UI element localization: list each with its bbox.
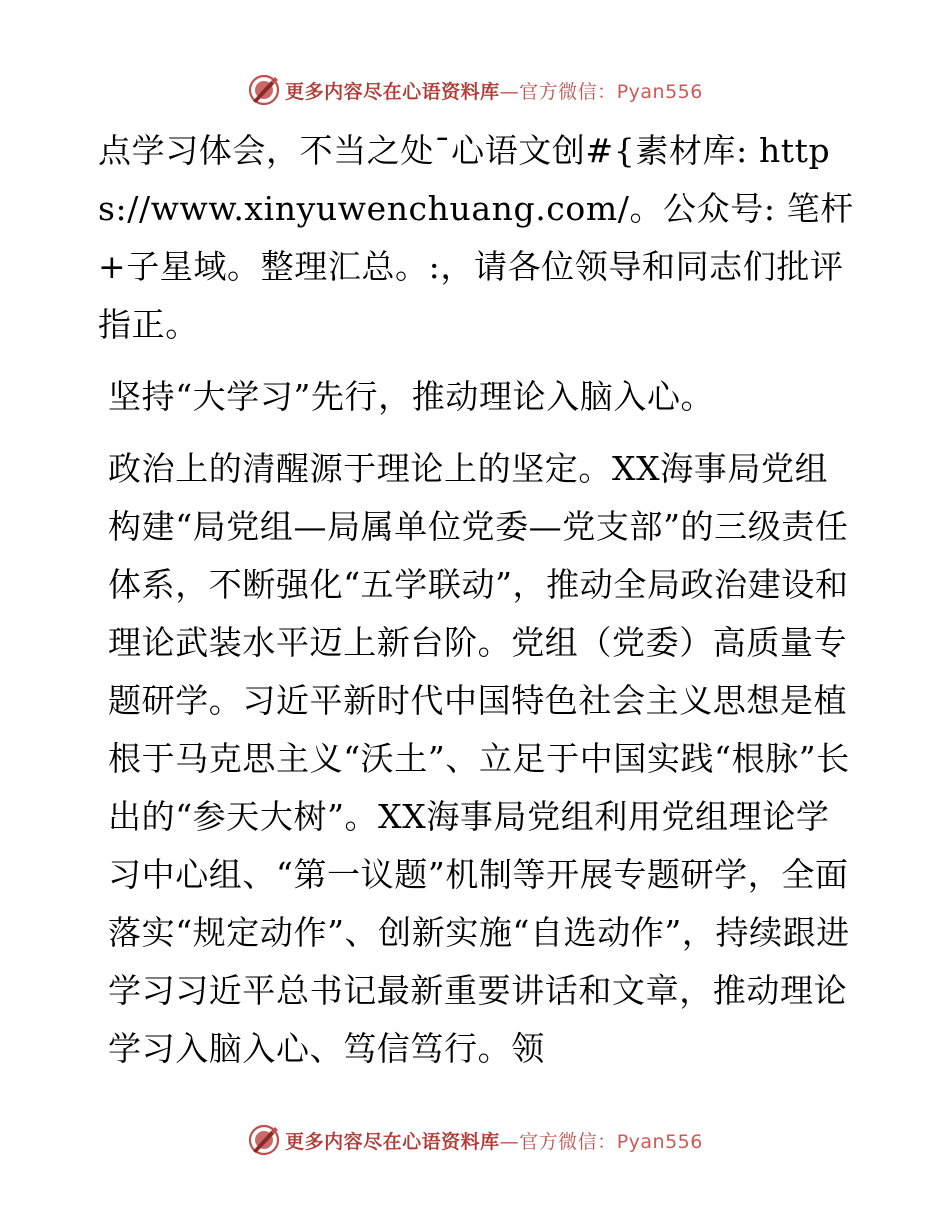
paragraph-intro: 点学习体会，不当之处¯心语文创#{素材库: https://www.xinyuwenchuang.com/。公众号: 笔杆+子星域。整理汇总。:，请各位领导和同志们批评指正。: [98, 131, 854, 344]
banner-wechat-id: Pyan556: [616, 80, 703, 103]
paragraph-heading: 坚持“大学习”先行，推动理论入脑入心。: [108, 377, 715, 416]
banner-text: [285, 1127, 703, 1154]
document-body: [98, 122, 858, 1078]
banner-suffix-text: 官方微信：: [519, 80, 617, 103]
banner-dash: —: [499, 1130, 520, 1153]
banner-dash: —: [499, 80, 520, 103]
header-watermark-banner: [0, 70, 950, 110]
banner-main-text: 更多内容尽在心语资料库: [285, 1130, 500, 1153]
banner-wechat-id: Pyan556: [616, 1130, 703, 1153]
banner-main-text: 更多内容尽在心语资料库: [285, 80, 500, 103]
paragraph-body: 政治上的清醒源于理论上的坚定。XX海事局党组构建“局党组—局属单位党委—党支部”的三级责任体系，不断强化“五学联动”，推动全局政治建设和理论武装水平迈上新台阶。党组（党委）高质量专题研学。习近平新时代中国特色社会主义思想是植根于马克思主义“沃土”、立足于中国实践“根脉”长出的“参天大树”。XX海事局党组利用党组理论学习中心组、“第一议题”机制等开展专题研学，全面落实“规定动作”、创新实施“自选动作”，持续跟进学习习近平总书记最新重要讲话和文章，推动理论学习入脑入心、笃信笃行。领: [108, 449, 850, 1068]
banner-suffix-text: 官方微信：: [519, 1130, 617, 1153]
pen-logo-icon: [247, 73, 281, 107]
banner-text: [285, 77, 703, 104]
footer-watermark-banner: [0, 1120, 950, 1160]
pen-logo-icon: [247, 1123, 281, 1157]
